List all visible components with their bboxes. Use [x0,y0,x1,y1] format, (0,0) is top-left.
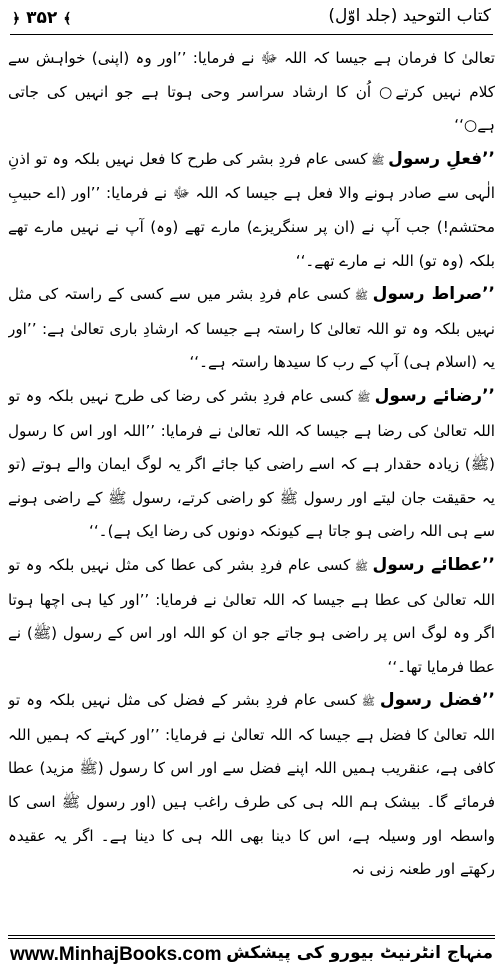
paragraph [8,380,495,549]
section-heading: ’’صراط رسول [372,284,495,305]
header-divider [10,34,493,35]
paragraph-text: کسی عام فردِ بشر کے فضل کی مثل نہیں بلکہ وہ تو اللہ تعالیٰ کا فضل ہے جیسا کہ اللہ تعالیٰ نے فرمایا: ’’اور کہتے کہ ہمیں اللہ کافی ہے، عنقریب ہمیں اللہ اپنے فضل سے اور اس کا رسول (ﷺ مزید) عطا فرمائے گا۔ بیشک ہم اللہ ہی کی طرف راغب ہیں (اور رسول ﷺ اسی کا واسطہ اور وسیلہ ہے، اس کا دینا بھی اللہ ہی کا دینا ہے۔ اگر یہ عقیدہ رکھتے اور طعنہ زنی نہ [8,691,495,879]
paragraph [8,278,495,380]
salutation-glyph: ﷺ [367,153,389,167]
page-number-bracket-left: ﴿ [12,11,21,27]
paragraph [8,42,495,143]
footer-divider-thin [8,938,495,939]
footer-divider [8,935,495,936]
paragraph-text: کسی عام فردِ بشر میں سے کسی کے راستہ کی مثل نہیں بلکہ وہ تو اللہ تعالیٰ کا راستہ ہے جیسا کہ ارشادِ باری تعالیٰ ہے: ’’اور یہ (اسلام ہی) آپ کے رب کا سیدھا راستہ ہے۔‘‘ [8,285,495,372]
page-number-value: ۳۵۲ [26,8,58,28]
page-header [0,0,503,38]
salutation-glyph: ﷺ [356,695,380,709]
page-number [12,8,71,28]
paragraph-text: تعالیٰ کا فرمان ہے جیسا کہ اللہ ﷻ نے فرمایا: ’’اور وہ (اپنی) خواہش سے کلام نہیں کرتے○ اُن کا ارشاد سراسر وحی ہوتا ہے جو انہیں کی جاتی ہے○‘‘ [8,49,495,135]
salutation-glyph: ﷺ [352,390,375,404]
book-title: کتاب التوحید (جلد اوّل) [328,6,491,26]
paragraph-text: کسی عام فردِ بشر کی طرح کا فعل نہیں بلکہ وہ تو اذنِ الٰہی سے صادر ہونے والا فعل ہے جیسا کہ اللہ ﷻ نے فرمایا: ’’اور (اے حبیبِ محتشم!) جب آپ نے (ان پر سنگریزے) مارے تھے (وہ) آپ نے نہیں مارے تھے بلکہ (وہ تو) اللہ نے مارے تھے۔‘‘ [8,149,495,270]
footer-credit: منہاج انٹرنیٹ بیورو کی پیشکش [226,943,493,963]
section-heading: ’’رضائے رسول [374,385,495,406]
paragraph [8,684,495,887]
footer-url[interactable]: www.MinhajBooks.com [10,944,222,965]
section-heading: ’’فعلِ رسول [388,148,495,169]
paragraph-text: کسی عام فردِ بشر کی عطا کی مثل نہیں بلکہ وہ تو اللہ تعالیٰ کی عطا ہے جیسا کہ اللہ تعالیٰ نے فرمایا: ’’اور کیا ہی اچھا ہوتا اگر وہ لوگ اس پر راضی ہو جاتے جو ان کو اللہ اور اس کے رسول (ﷺ) نے عطا فرمایا تھا۔‘‘ [8,555,495,676]
salutation-glyph: ﷺ [350,559,373,573]
paragraph [8,143,495,278]
section-heading: ’’عطائے رسول [372,554,495,575]
salutation-glyph: ﷺ [350,289,373,303]
paragraph-text: کسی عام فردِ بشر کی رضا کی طرح نہیں بلکہ وہ تو اللہ تعالیٰ کی رضا ہے جیسا کہ اللہ تعالیٰ نے فرمایا: ’’اللہ اور اس کا رسول (ﷺ) زیادہ حقدار ہے کہ اسے راضی کیا جائے اگر یہ لوگ ایمان والے ہوتے (تو یہ حقیقت جان لیتے اور رسول ﷺ کو راضی کرتے، رسول ﷺ کے راضی ہونے سے ہی اللہ راضی ہو جاتا ہے کیونکہ دونوں کی رضا ایک ہے)۔‘‘ [8,386,495,541]
section-heading: ’’فضل رسول [379,690,495,711]
body-text [8,42,495,908]
paragraph [8,549,495,684]
page-number-bracket-right: ﴾ [63,11,72,27]
